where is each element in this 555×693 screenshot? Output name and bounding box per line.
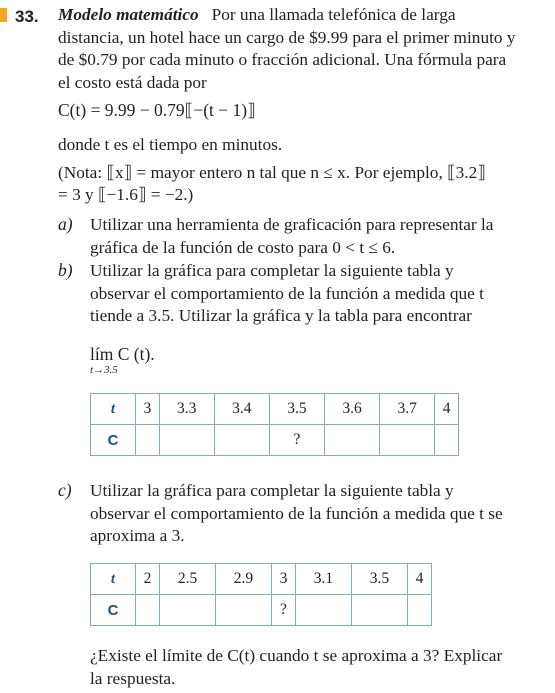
table-2-c-row xyxy=(91,595,432,626)
limit-text: lím C (t). xyxy=(90,344,155,364)
table-1-c-cell[interactable] xyxy=(136,425,160,456)
table-1-t-cell: 4 xyxy=(435,394,459,425)
table-2-c-cell[interactable]: ? xyxy=(271,595,295,626)
table-1 xyxy=(90,393,459,456)
table-2-t-label: t xyxy=(91,564,136,595)
table-2-t-cell: 4 xyxy=(407,564,431,595)
table-1-c-label: C xyxy=(91,425,136,456)
limit-expression xyxy=(90,344,155,376)
table-1-c-row xyxy=(91,425,459,456)
table-1-t-cell: 3.3 xyxy=(159,394,214,425)
table-1-t-label: t xyxy=(91,394,136,425)
table-1-c-cell[interactable] xyxy=(380,425,435,456)
table-2-c-cell[interactable] xyxy=(160,595,216,626)
item-a-text: Utilizar una herramienta de graficación para representar la gráfica de la función de costo para 0 < t ≤ 6. xyxy=(90,215,494,257)
table-1-c-cell[interactable] xyxy=(325,425,380,456)
table-1-t-cell: 3.7 xyxy=(380,394,435,425)
item-c-label: c) xyxy=(58,480,72,500)
table-2 xyxy=(90,563,432,626)
table-1-t-cell: 3.4 xyxy=(214,394,269,425)
item-b-text: Utilizar la gráfica para completar la siguiente tabla y observar el comportamiento de la función a medida que t tiende a 3.5. Utilizar la gráfica y la tabla para encontrar xyxy=(90,261,484,325)
table-2-c-cell[interactable] xyxy=(216,595,272,626)
table-2-t-cell: 2.5 xyxy=(160,564,216,595)
where-text: donde t es el tiempo en minutos. xyxy=(58,135,283,154)
problem-number: 33. xyxy=(15,7,39,26)
table-2-t-cell: 3.1 xyxy=(296,564,352,595)
item-b-label: b) xyxy=(58,260,73,280)
table-1-t-row xyxy=(91,394,459,425)
problem-intro xyxy=(58,4,518,94)
note-line-2: = 3 y ⟦−1.6⟧ = −2.) xyxy=(58,185,194,204)
limit-subscript: t→3.5 xyxy=(90,364,118,376)
problem-title: Modelo matemático xyxy=(58,5,199,24)
table-2-t-cell: 3 xyxy=(271,564,295,595)
table-2-c-cell[interactable] xyxy=(136,595,160,626)
item-c-text: Utilizar la gráfica para completar la siguiente tabla y observar el comportamiento de la función a medida que t se aproxima a 3. xyxy=(90,481,503,545)
table-2-c-label: C xyxy=(91,595,136,626)
table-1-t-cell: 3.5 xyxy=(269,394,324,425)
cost-formula: C(t) = 9.99 − 0.79⟦−(t − 1)⟧ xyxy=(58,100,256,120)
table-2-c-cell[interactable] xyxy=(296,595,352,626)
table-1-c-cell[interactable] xyxy=(159,425,214,456)
problem-intro-text: Por una llamada telefónica de larga distancia, un hotel hace un cargo de $9.99 para el primer minuto y de $0.79 por cada minuto o fracción adicional. Una fórmula para el costo está dada por xyxy=(58,5,516,92)
table-2-t-cell: 2 xyxy=(136,564,160,595)
table-2-c-cell[interactable] xyxy=(407,595,431,626)
item-a-label: a) xyxy=(58,214,73,234)
table-1-c-cell[interactable] xyxy=(214,425,269,456)
table-2-c-cell[interactable] xyxy=(351,595,407,626)
table-2-t-cell: 2.9 xyxy=(216,564,272,595)
table-2-t-row xyxy=(91,564,432,595)
table-1-c-cell[interactable]: ? xyxy=(269,425,324,456)
table-1-t-cell: 3.6 xyxy=(325,394,380,425)
table-2-t-cell: 3.5 xyxy=(351,564,407,595)
problem-marker xyxy=(0,8,7,22)
note-line-1: (Nota: ⟦x⟧ = mayor entero n tal que n ≤ x. Por ejemplo, ⟦3.2⟧ xyxy=(58,163,486,182)
final-question: ¿Existe el límite de C(t) cuando t se aproxima a 3? Explicar la respuesta. xyxy=(90,646,503,688)
table-1-t-cell: 3 xyxy=(136,394,160,425)
table-1-c-cell[interactable] xyxy=(435,425,459,456)
